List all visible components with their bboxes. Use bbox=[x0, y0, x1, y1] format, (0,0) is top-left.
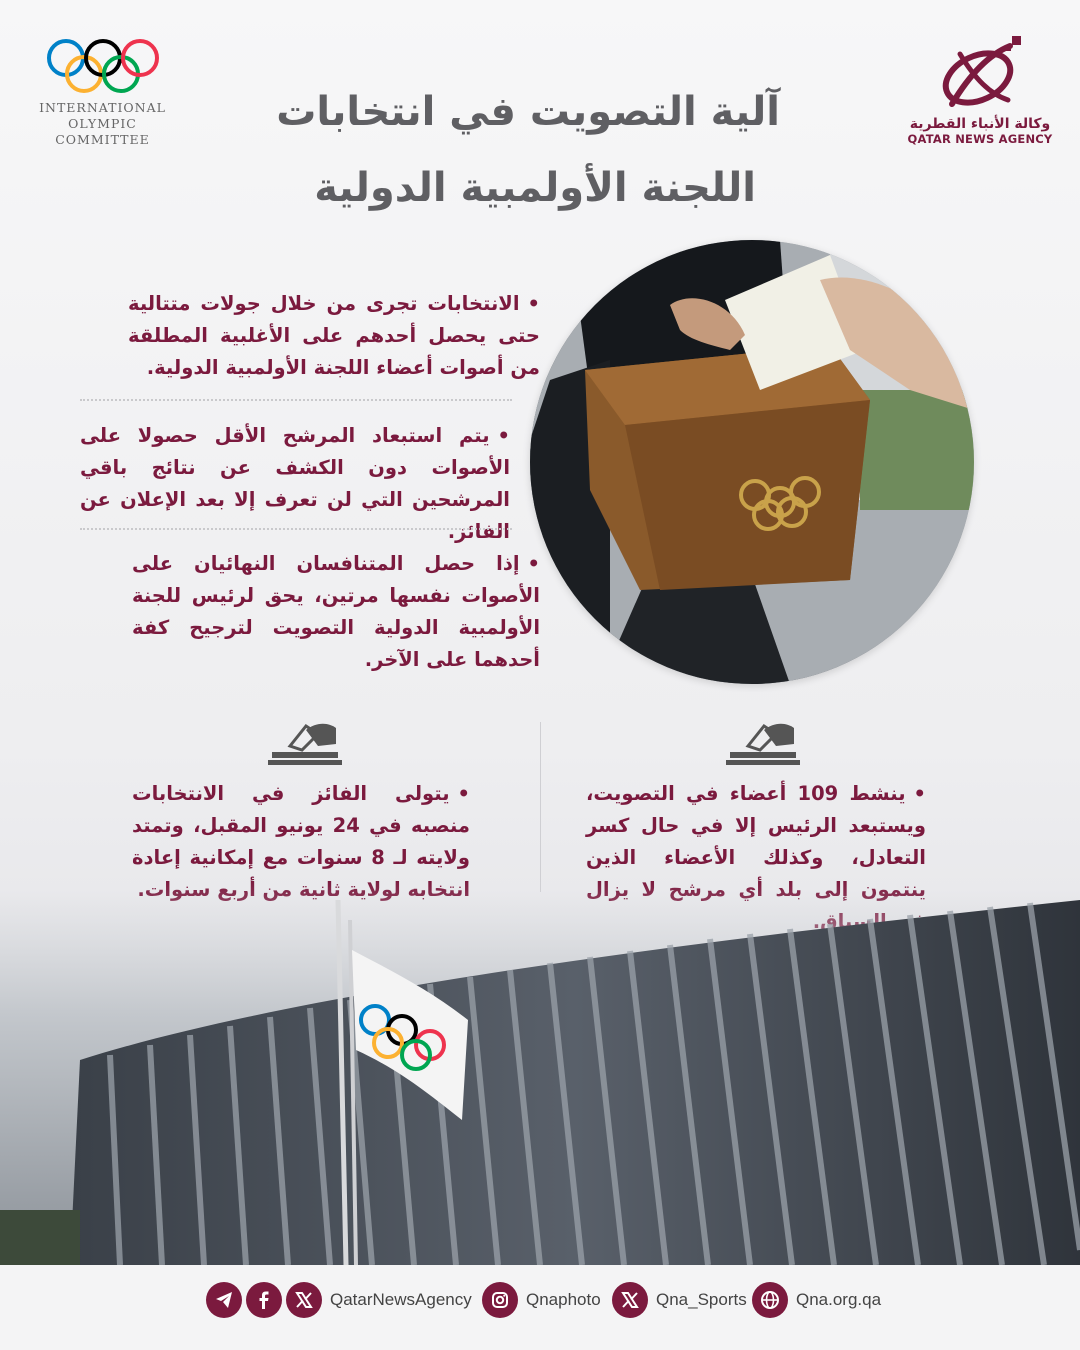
bullet-text: إذا حصل المتنافسان النهائيان على الأصوات نفسها مرتين، يحق لرئيس للجنة الأولمبية الدولية التصويت لترجيح كفة أحدهما على الآخر. bbox=[132, 552, 540, 671]
ballot-box-photo bbox=[527, 240, 974, 684]
social-group-main bbox=[206, 1281, 472, 1319]
instagram-icon[interactable] bbox=[482, 1282, 518, 1318]
bullet-tie-break bbox=[132, 548, 540, 676]
handle-qna-sports[interactable]: Qna_Sports bbox=[656, 1290, 747, 1309]
qna-emblem-icon bbox=[930, 34, 1030, 114]
bullet-text: الانتخابات تجرى من خلال جولات متتالية حتى يحصل أحدهم على الأغلبية المطلقة من أصوات أعضاء اللجنة الأولمبية الدولية. bbox=[128, 292, 540, 379]
bullet-rounds bbox=[128, 288, 540, 384]
ioc-line-3: COMMITTEE bbox=[55, 132, 150, 147]
ioc-line-1: INTERNATIONAL bbox=[39, 100, 166, 115]
bullet-dot: • bbox=[913, 782, 926, 805]
handle-qnaphoto[interactable]: Qnaphoto bbox=[526, 1290, 601, 1309]
globe-icon[interactable] bbox=[752, 1282, 788, 1318]
handle-website[interactable]: Qna.org.qa bbox=[796, 1290, 882, 1309]
title-line-1: آلية التصويت في انتخابات bbox=[276, 89, 780, 135]
x-icon[interactable] bbox=[612, 1282, 648, 1318]
ioc-logo bbox=[30, 38, 175, 158]
social-group-instagram bbox=[482, 1281, 601, 1319]
bullet-text: ينشط 109 أعضاء في التصويت، ويستبعد الرئيس إلا في حال كسر التعادل، وكذلك الأعضاء الذين bbox=[586, 782, 926, 869]
telegram-icon[interactable] bbox=[206, 1282, 242, 1318]
social-group-website bbox=[752, 1281, 881, 1319]
page-title bbox=[260, 74, 780, 226]
divider bbox=[80, 528, 512, 530]
handle-qatarnewsagency[interactable]: QatarNewsAgency bbox=[330, 1290, 472, 1309]
ballot-vote-icon bbox=[266, 720, 344, 766]
bullet-dot: • bbox=[497, 424, 510, 447]
x-icon[interactable] bbox=[286, 1282, 322, 1318]
vertical-divider bbox=[540, 722, 541, 892]
ballot-vote-icon bbox=[724, 720, 802, 766]
divider bbox=[80, 399, 512, 401]
title-line-2: اللجنة الأولمبية الدولية bbox=[314, 165, 756, 211]
social-group-sports bbox=[612, 1281, 747, 1319]
bullet-dot: • bbox=[527, 552, 540, 575]
ioc-line-2: OLYMPIC bbox=[68, 116, 137, 131]
qna-name-english: QATAR NEWS AGENCY bbox=[907, 132, 1053, 146]
qna-logo bbox=[905, 34, 1055, 164]
bullet-text: يتولى الفائز في الانتخابات منصبه في 24 يونيو المقبل، وتمتد ولايته لـ 8 سنوات مع إمكانية إعادة bbox=[132, 782, 470, 869]
facebook-icon[interactable] bbox=[246, 1282, 282, 1318]
qna-name-arabic: وكالة الأنباء القطرية bbox=[909, 116, 1051, 132]
bullet-dot: • bbox=[457, 782, 470, 805]
bullet-dot: • bbox=[527, 292, 540, 315]
olympic-rings-icon bbox=[44, 38, 162, 94]
olympic-house-photo bbox=[0, 880, 1080, 1265]
bullet-text: يتم استبعاد المرشح الأقل حصولا على الأصوات دون الكشف عن نتائج باقي المرشحين التي لن تعرف إلا بعد الإعلان عن الفائز. bbox=[80, 424, 510, 543]
